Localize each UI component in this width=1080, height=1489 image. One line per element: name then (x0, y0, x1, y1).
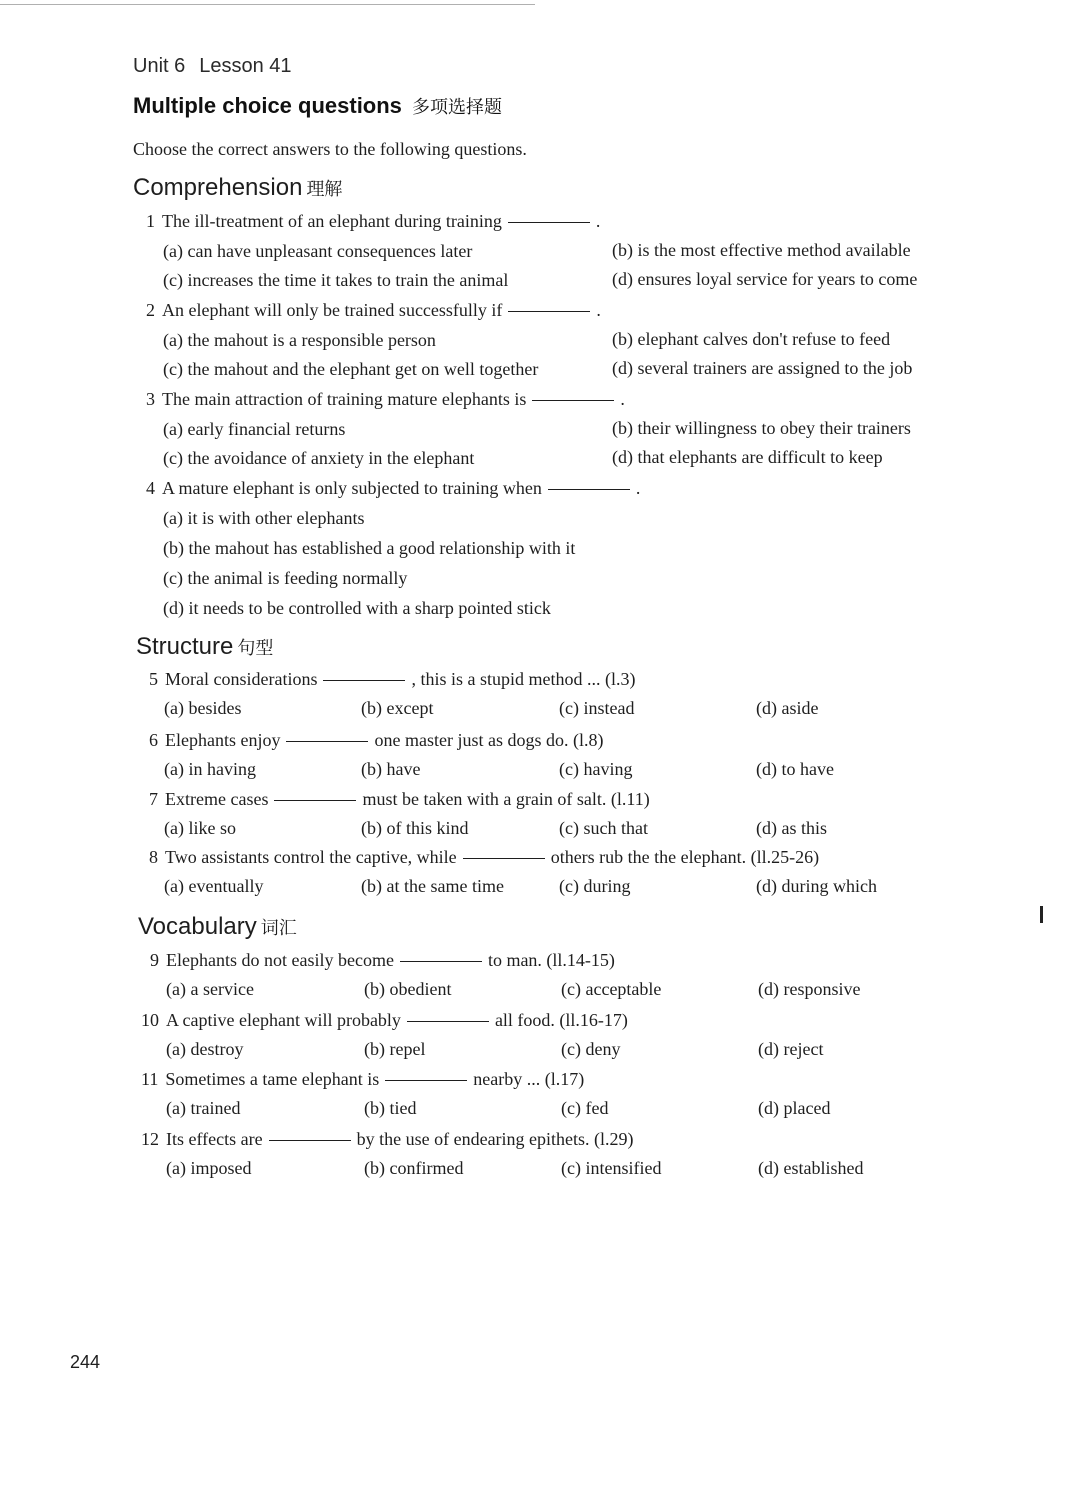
question-text: Two assistants control the captive, while (165, 847, 457, 867)
answer-option: (c) the avoidance of anxiety in the elephant (163, 448, 475, 468)
question-text: Sometimes a tame elephant is (165, 1069, 380, 1089)
answer-option: (c) during (559, 876, 631, 896)
question-stem (141, 1010, 628, 1031)
answer-option: (a) in having (164, 759, 256, 779)
question-number: 3 (146, 389, 155, 409)
section-heading-vocabulary (138, 913, 297, 941)
answer-option: (a) it is with other elephants (163, 508, 365, 528)
question-text-after: all food. (ll.16-17) (494, 1010, 628, 1030)
answer-option: (d) placed (758, 1098, 831, 1118)
answer-blank (400, 961, 482, 962)
question-stem (143, 300, 601, 321)
answer-option: (b) the mahout has established a good relationship with it (163, 538, 576, 558)
answer-option: (b) except (361, 698, 434, 718)
lesson-label: Lesson 41 (199, 55, 292, 77)
question-number: 7 (149, 789, 158, 809)
answer-option: (c) instead (559, 698, 635, 718)
answer-option: (c) deny (561, 1039, 621, 1059)
answer-option: (b) tied (364, 1098, 417, 1118)
question-stem (147, 950, 615, 971)
answer-blank (407, 1021, 489, 1022)
answer-option: (a) trained (166, 1098, 241, 1118)
question-number: 9 (150, 950, 159, 970)
answer-option: (c) the mahout and the elephant get on well together (163, 359, 539, 379)
question-text: Elephants do not easily become (166, 950, 394, 970)
section-heading-text: Structure (136, 633, 234, 660)
question-number: 10 (141, 1010, 159, 1030)
question-text-after: . (596, 300, 601, 320)
answer-blank (323, 680, 405, 681)
answer-option: (a) the mahout is a responsible person (163, 330, 436, 350)
answer-option: (c) having (559, 759, 633, 779)
section-heading-cn: 词汇 (260, 918, 297, 939)
question-number: 6 (149, 730, 158, 750)
answer-option: (d) several trainers are assigned to the job (612, 358, 913, 378)
question-text: Elephants enjoy (165, 730, 281, 750)
question-number: 1 (146, 211, 155, 231)
question-text: Moral considerations (165, 669, 318, 689)
page-title-cn: 多项选择题 (412, 97, 503, 118)
section-heading-structure (136, 633, 273, 661)
question-text-after: . (620, 389, 625, 409)
answer-option: (a) imposed (166, 1158, 252, 1178)
answer-option: (b) obedient (364, 979, 452, 999)
instructions: Choose the correct answers to the following questions. (133, 139, 527, 159)
answer-option: (d) that elephants are difficult to keep (612, 447, 883, 467)
answer-option: (d) to have (756, 759, 834, 779)
question-stem (146, 669, 635, 690)
answer-option: (c) increases the time it takes to train the animal (163, 270, 509, 290)
unit-label: Unit 6 (133, 55, 186, 77)
question-text: The main attraction of training mature elephants is (162, 389, 527, 409)
question-text: An elephant will only be trained successfully if (162, 300, 503, 320)
unit-lesson-heading (133, 55, 292, 78)
question-stem (143, 478, 640, 499)
top-rule (0, 4, 535, 5)
answer-option: (b) at the same time (361, 876, 504, 896)
question-number: 12 (141, 1129, 159, 1149)
question-number: 2 (146, 300, 155, 320)
answer-option: (a) can have unpleasant consequences later (163, 241, 473, 261)
question-number: 4 (146, 478, 155, 498)
answer-option: (d) as this (756, 818, 827, 838)
answer-option: (d) reject (758, 1039, 824, 1059)
answer-option: (b) is the most effective method available (612, 240, 911, 260)
question-text-after: one master just as dogs do. (l.8) (374, 730, 604, 750)
answer-option: (c) acceptable (561, 979, 662, 999)
question-number: 5 (149, 669, 158, 689)
answer-option: (d) responsive (758, 979, 861, 999)
question-text: Extreme cases (165, 789, 269, 809)
answer-option: (b) elephant calves don't refuse to feed (612, 329, 891, 349)
answer-option: (a) a service (166, 979, 254, 999)
answer-option: (b) confirmed (364, 1158, 464, 1178)
question-stem (141, 1069, 584, 1090)
question-text-after: by the use of endearing epithets. (l.29) (356, 1129, 634, 1149)
question-text-after: others rub the the elephant. (ll.25-26) (550, 847, 820, 867)
question-number: 11 (141, 1069, 159, 1089)
answer-blank (269, 1140, 351, 1141)
section-heading-cn: 理解 (306, 179, 343, 200)
question-text-after: . (635, 478, 641, 498)
section-heading-text: Vocabulary (138, 913, 257, 940)
question-text-after: nearby ... (l.17) (473, 1069, 585, 1089)
answer-option: (d) it needs to be controlled with a sharp pointed stick (163, 598, 551, 618)
question-text-after: . (595, 211, 601, 231)
answer-option: (b) have (361, 759, 421, 779)
answer-option: (d) aside (756, 698, 819, 718)
answer-blank (286, 741, 368, 742)
page-title (133, 93, 502, 119)
answer-option: (a) like so (164, 818, 236, 838)
section-heading-text: Comprehension (133, 174, 303, 201)
answer-option: (d) during which (756, 876, 877, 896)
answer-blank (508, 311, 590, 312)
answer-option: (b) of this kind (361, 818, 469, 838)
answer-option: (b) their willingness to obey their trainers (612, 418, 911, 438)
question-number: 8 (149, 847, 158, 867)
answer-option: (c) such that (559, 818, 648, 838)
answer-option: (c) fed (561, 1098, 609, 1118)
question-text-after: must be taken with a grain of salt. (l.11) (362, 789, 650, 809)
answer-option: (b) repel (364, 1039, 426, 1059)
question-text-after: , this is a stupid method ... (l.3) (411, 669, 636, 689)
question-stem (141, 1129, 634, 1150)
answer-option: (a) early financial returns (163, 419, 346, 439)
answer-blank (548, 489, 630, 490)
answer-option: (a) besides (164, 698, 242, 718)
answer-blank (385, 1080, 467, 1081)
question-stem (146, 847, 819, 868)
section-heading-cn: 句型 (237, 638, 274, 659)
question-text: Its effects are (166, 1129, 263, 1149)
question-text: A mature elephant is only subjected to training when (162, 478, 542, 498)
answer-option: (a) eventually (164, 876, 264, 896)
answer-option: (d) ensures loyal service for years to come (612, 269, 918, 289)
question-stem (143, 389, 625, 410)
question-stem (146, 730, 603, 751)
question-stem (143, 211, 600, 232)
page-number: 244 (70, 1352, 101, 1372)
page-title-text: Multiple choice questions (133, 93, 402, 118)
section-heading-comprehension (133, 174, 342, 202)
answer-blank (532, 400, 614, 401)
answer-option: (a) destroy (166, 1039, 244, 1059)
question-text: The ill-treatment of an elephant during training (162, 211, 502, 231)
question-text-after: to man. (ll.14-15) (487, 950, 615, 970)
answer-option: (c) intensified (561, 1158, 662, 1178)
answer-option: (c) the animal is feeding normally (163, 568, 408, 588)
answer-blank (274, 800, 356, 801)
question-stem (146, 789, 650, 810)
answer-blank (508, 222, 590, 223)
question-text: A captive elephant will probably (166, 1010, 401, 1030)
answer-option: (d) established (758, 1158, 864, 1178)
margin-mark (1040, 906, 1043, 923)
answer-blank (463, 858, 545, 859)
